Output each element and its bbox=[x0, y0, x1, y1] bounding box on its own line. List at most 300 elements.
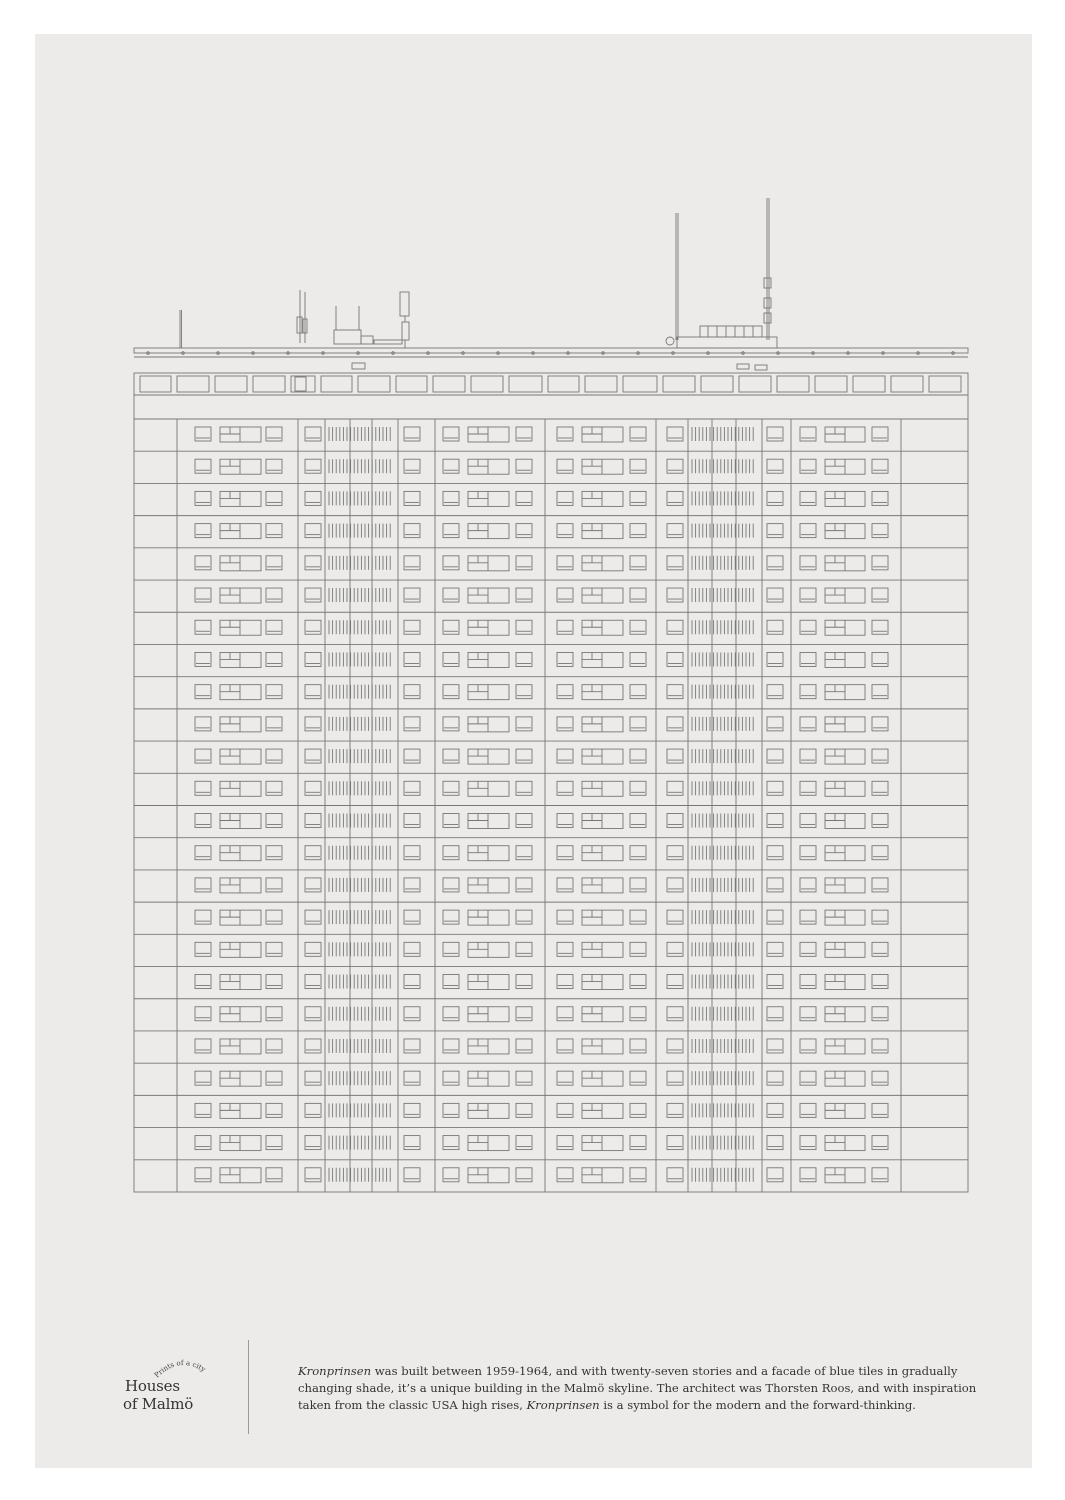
window bbox=[404, 556, 420, 570]
window bbox=[557, 556, 573, 570]
window bbox=[800, 588, 816, 602]
crown-panel bbox=[396, 376, 427, 392]
window bbox=[516, 878, 532, 892]
window bbox=[872, 1136, 888, 1150]
window bbox=[557, 846, 573, 860]
crown-panel bbox=[929, 376, 961, 392]
window bbox=[767, 1007, 783, 1021]
window-group bbox=[468, 1039, 509, 1054]
window bbox=[195, 1136, 211, 1150]
window bbox=[800, 942, 816, 956]
window bbox=[516, 1103, 532, 1117]
window bbox=[266, 524, 282, 538]
window bbox=[443, 556, 459, 570]
window bbox=[404, 459, 420, 473]
window bbox=[557, 1136, 573, 1150]
description-text-1: was built between 1959-1964, and with twenty-seven stories and a facade of blue tiles in gradually changing shade, it’s a unique building in the Malmö skyline. The architect was Thorsten Roos, and with inspiration taken from the classic USA high rises, bbox=[298, 1364, 977, 1412]
window-group bbox=[220, 620, 261, 635]
window bbox=[443, 1136, 459, 1150]
crown-panel bbox=[663, 376, 695, 392]
window bbox=[516, 814, 532, 828]
window bbox=[667, 588, 683, 602]
crown-panel bbox=[321, 376, 352, 392]
window-group bbox=[468, 1103, 509, 1118]
window bbox=[266, 1168, 282, 1182]
window bbox=[305, 685, 321, 699]
window bbox=[443, 878, 459, 892]
window bbox=[305, 491, 321, 505]
window-group bbox=[582, 1168, 623, 1183]
window bbox=[195, 459, 211, 473]
window bbox=[195, 620, 211, 634]
window-group bbox=[582, 524, 623, 539]
window bbox=[305, 846, 321, 860]
window bbox=[404, 1136, 420, 1150]
window bbox=[516, 1136, 532, 1150]
crown-panel bbox=[177, 376, 209, 392]
window bbox=[872, 1103, 888, 1117]
window bbox=[667, 1168, 683, 1182]
window-group bbox=[220, 556, 261, 571]
window bbox=[516, 427, 532, 441]
window bbox=[872, 556, 888, 570]
window-group bbox=[468, 588, 509, 603]
window bbox=[667, 524, 683, 538]
crown-panel bbox=[815, 376, 847, 392]
window bbox=[305, 652, 321, 666]
crown-door bbox=[295, 377, 306, 391]
window bbox=[767, 556, 783, 570]
window bbox=[557, 1071, 573, 1085]
window bbox=[872, 427, 888, 441]
window bbox=[266, 685, 282, 699]
window bbox=[305, 588, 321, 602]
window bbox=[516, 1007, 532, 1021]
window bbox=[195, 652, 211, 666]
window bbox=[557, 910, 573, 924]
window bbox=[557, 942, 573, 956]
window bbox=[195, 1103, 211, 1117]
window bbox=[800, 1071, 816, 1085]
window bbox=[872, 942, 888, 956]
window bbox=[305, 1103, 321, 1117]
crown-panel bbox=[471, 376, 503, 392]
window bbox=[630, 685, 646, 699]
window-group bbox=[468, 975, 509, 990]
antenna-panel bbox=[764, 278, 771, 288]
window bbox=[667, 1136, 683, 1150]
roof-box bbox=[334, 330, 361, 344]
window bbox=[266, 942, 282, 956]
window bbox=[266, 491, 282, 505]
window bbox=[404, 910, 420, 924]
window bbox=[630, 652, 646, 666]
window bbox=[443, 1007, 459, 1021]
window bbox=[516, 1168, 532, 1182]
window bbox=[767, 652, 783, 666]
building-name: Kronprinsen bbox=[298, 1364, 372, 1378]
window-group bbox=[220, 975, 261, 990]
window bbox=[667, 491, 683, 505]
window-group bbox=[220, 685, 261, 700]
window bbox=[667, 427, 683, 441]
window bbox=[800, 1007, 816, 1021]
window-group bbox=[582, 749, 623, 764]
window bbox=[557, 459, 573, 473]
window bbox=[443, 427, 459, 441]
window bbox=[800, 524, 816, 538]
crown-panel bbox=[623, 376, 657, 392]
window bbox=[800, 846, 816, 860]
window bbox=[767, 878, 783, 892]
window bbox=[630, 942, 646, 956]
window-group bbox=[220, 1103, 261, 1118]
window bbox=[404, 781, 420, 795]
window bbox=[443, 975, 459, 989]
crown-panel bbox=[509, 376, 542, 392]
window bbox=[872, 910, 888, 924]
window bbox=[872, 1071, 888, 1085]
window bbox=[305, 459, 321, 473]
window-group bbox=[468, 459, 509, 474]
window bbox=[195, 1168, 211, 1182]
window-group bbox=[468, 491, 509, 506]
window bbox=[404, 652, 420, 666]
window bbox=[630, 459, 646, 473]
window bbox=[630, 814, 646, 828]
window bbox=[266, 652, 282, 666]
window-group bbox=[582, 1103, 623, 1118]
window bbox=[404, 814, 420, 828]
window-group bbox=[582, 910, 623, 925]
window bbox=[266, 749, 282, 763]
window bbox=[195, 910, 211, 924]
window bbox=[516, 781, 532, 795]
window bbox=[767, 620, 783, 634]
window bbox=[404, 620, 420, 634]
window bbox=[404, 942, 420, 956]
building-description bbox=[298, 1363, 998, 1414]
window bbox=[404, 717, 420, 731]
upper-band bbox=[134, 395, 968, 419]
window bbox=[443, 846, 459, 860]
window bbox=[443, 910, 459, 924]
window bbox=[195, 491, 211, 505]
window bbox=[516, 717, 532, 731]
window bbox=[667, 620, 683, 634]
window bbox=[404, 1007, 420, 1021]
window bbox=[557, 975, 573, 989]
window-group bbox=[220, 749, 261, 764]
window bbox=[667, 556, 683, 570]
window bbox=[266, 781, 282, 795]
window bbox=[767, 1136, 783, 1150]
window-group bbox=[468, 749, 509, 764]
window bbox=[800, 1103, 816, 1117]
divider-line bbox=[248, 1340, 249, 1434]
window bbox=[872, 717, 888, 731]
window bbox=[630, 1071, 646, 1085]
window bbox=[630, 1039, 646, 1053]
window-group bbox=[468, 427, 509, 442]
window-group bbox=[468, 652, 509, 667]
window bbox=[767, 942, 783, 956]
window bbox=[800, 1039, 816, 1053]
window bbox=[195, 846, 211, 860]
window bbox=[767, 524, 783, 538]
window bbox=[667, 1071, 683, 1085]
window bbox=[767, 491, 783, 505]
window bbox=[557, 1039, 573, 1053]
window bbox=[630, 975, 646, 989]
window bbox=[443, 524, 459, 538]
window-group bbox=[220, 846, 261, 861]
window bbox=[404, 588, 420, 602]
window bbox=[443, 1168, 459, 1182]
window bbox=[404, 685, 420, 699]
window-group bbox=[468, 1136, 509, 1151]
window bbox=[630, 491, 646, 505]
window bbox=[872, 685, 888, 699]
window bbox=[305, 427, 321, 441]
window bbox=[630, 427, 646, 441]
window bbox=[872, 878, 888, 892]
window bbox=[667, 685, 683, 699]
window bbox=[404, 1039, 420, 1053]
logo-tagline: Prints of a city bbox=[152, 1358, 207, 1380]
window bbox=[266, 459, 282, 473]
window bbox=[195, 975, 211, 989]
window bbox=[516, 588, 532, 602]
window bbox=[557, 427, 573, 441]
window bbox=[630, 910, 646, 924]
window bbox=[667, 781, 683, 795]
antenna-panel bbox=[402, 322, 409, 340]
window-group bbox=[220, 491, 261, 506]
crown-panel bbox=[253, 376, 285, 392]
window bbox=[800, 1168, 816, 1182]
window bbox=[305, 749, 321, 763]
window-group bbox=[468, 620, 509, 635]
window bbox=[872, 1168, 888, 1182]
window bbox=[872, 1039, 888, 1053]
window bbox=[305, 975, 321, 989]
window-group bbox=[582, 685, 623, 700]
window bbox=[667, 1039, 683, 1053]
window-group bbox=[220, 1136, 261, 1151]
window bbox=[767, 1039, 783, 1053]
window bbox=[630, 556, 646, 570]
crown-panel bbox=[433, 376, 465, 392]
window bbox=[195, 781, 211, 795]
window bbox=[195, 1007, 211, 1021]
window bbox=[557, 717, 573, 731]
window bbox=[872, 620, 888, 634]
window bbox=[195, 427, 211, 441]
window bbox=[404, 1168, 420, 1182]
window bbox=[630, 1168, 646, 1182]
window-group bbox=[220, 524, 261, 539]
window-group bbox=[468, 556, 509, 571]
window bbox=[667, 749, 683, 763]
window bbox=[516, 910, 532, 924]
roof-dish bbox=[666, 337, 674, 345]
window bbox=[630, 1007, 646, 1021]
window bbox=[557, 652, 573, 666]
window bbox=[305, 1039, 321, 1053]
window-group bbox=[220, 717, 261, 732]
crown-panel bbox=[548, 376, 579, 392]
crown-panel bbox=[739, 376, 771, 392]
window bbox=[557, 685, 573, 699]
window bbox=[557, 1103, 573, 1117]
roof-box bbox=[374, 340, 402, 344]
window bbox=[404, 975, 420, 989]
window bbox=[767, 717, 783, 731]
window bbox=[872, 652, 888, 666]
window-group bbox=[468, 910, 509, 925]
window bbox=[800, 1136, 816, 1150]
window-group bbox=[220, 1039, 261, 1054]
window bbox=[872, 459, 888, 473]
window bbox=[516, 652, 532, 666]
window bbox=[516, 491, 532, 505]
window bbox=[266, 588, 282, 602]
window bbox=[667, 942, 683, 956]
window bbox=[557, 1007, 573, 1021]
window bbox=[872, 846, 888, 860]
window bbox=[667, 878, 683, 892]
window bbox=[516, 1071, 532, 1085]
window-group bbox=[220, 1007, 261, 1022]
window bbox=[266, 717, 282, 731]
window bbox=[443, 620, 459, 634]
window bbox=[305, 814, 321, 828]
window bbox=[195, 942, 211, 956]
window bbox=[800, 491, 816, 505]
roof-vent bbox=[352, 363, 365, 369]
window bbox=[516, 942, 532, 956]
window bbox=[872, 491, 888, 505]
window bbox=[266, 556, 282, 570]
window bbox=[767, 910, 783, 924]
window bbox=[767, 427, 783, 441]
window bbox=[667, 459, 683, 473]
roof-penthouse bbox=[677, 337, 777, 348]
window bbox=[557, 1168, 573, 1182]
window-group bbox=[220, 1168, 261, 1183]
window bbox=[630, 620, 646, 634]
window bbox=[800, 814, 816, 828]
window bbox=[800, 427, 816, 441]
window bbox=[266, 1103, 282, 1117]
window bbox=[872, 588, 888, 602]
window bbox=[305, 781, 321, 795]
window bbox=[305, 878, 321, 892]
crown-panel bbox=[853, 376, 885, 392]
window bbox=[443, 717, 459, 731]
window-group bbox=[220, 588, 261, 603]
window bbox=[443, 685, 459, 699]
window bbox=[305, 910, 321, 924]
crown-panel bbox=[585, 376, 617, 392]
window bbox=[266, 620, 282, 634]
crown-panel bbox=[891, 376, 923, 392]
crown-panel bbox=[215, 376, 247, 392]
window bbox=[872, 1007, 888, 1021]
window bbox=[630, 846, 646, 860]
window bbox=[404, 846, 420, 860]
window-group bbox=[468, 878, 509, 893]
window-group bbox=[468, 814, 509, 829]
window bbox=[516, 556, 532, 570]
window bbox=[305, 1136, 321, 1150]
window bbox=[516, 749, 532, 763]
window bbox=[516, 846, 532, 860]
window bbox=[800, 910, 816, 924]
window-group bbox=[220, 910, 261, 925]
window bbox=[305, 1071, 321, 1085]
window bbox=[266, 1039, 282, 1053]
window-group bbox=[468, 1007, 509, 1022]
window-group bbox=[468, 717, 509, 732]
window bbox=[800, 685, 816, 699]
window bbox=[305, 942, 321, 956]
antenna-panel bbox=[764, 313, 771, 323]
window bbox=[767, 1168, 783, 1182]
window bbox=[195, 524, 211, 538]
window-group bbox=[220, 878, 261, 893]
window bbox=[266, 878, 282, 892]
window bbox=[195, 717, 211, 731]
window bbox=[557, 524, 573, 538]
roof-vent bbox=[737, 364, 749, 369]
window-group bbox=[468, 524, 509, 539]
description-text-2: is a symbol for the modern and the forward-thinking. bbox=[599, 1398, 916, 1412]
window bbox=[195, 749, 211, 763]
window-group bbox=[220, 942, 261, 957]
window bbox=[516, 459, 532, 473]
logo-line-2: of Malmö bbox=[123, 1395, 194, 1413]
antenna-panel bbox=[297, 317, 302, 333]
window bbox=[404, 878, 420, 892]
window-group bbox=[468, 942, 509, 957]
window bbox=[630, 1136, 646, 1150]
window-group bbox=[582, 652, 623, 667]
window bbox=[630, 878, 646, 892]
window-group bbox=[582, 1136, 623, 1151]
window bbox=[872, 975, 888, 989]
window bbox=[767, 1071, 783, 1085]
window bbox=[667, 910, 683, 924]
roof-edge bbox=[134, 348, 968, 353]
window bbox=[516, 620, 532, 634]
window bbox=[800, 878, 816, 892]
window bbox=[872, 814, 888, 828]
window bbox=[630, 588, 646, 602]
window-group bbox=[582, 846, 623, 861]
window bbox=[767, 814, 783, 828]
window bbox=[404, 1071, 420, 1085]
crown-panel bbox=[777, 376, 809, 392]
window bbox=[195, 814, 211, 828]
window bbox=[767, 588, 783, 602]
window bbox=[557, 814, 573, 828]
window bbox=[404, 524, 420, 538]
window-group bbox=[582, 1039, 623, 1054]
crown-panel bbox=[358, 376, 390, 392]
window-group bbox=[582, 556, 623, 571]
